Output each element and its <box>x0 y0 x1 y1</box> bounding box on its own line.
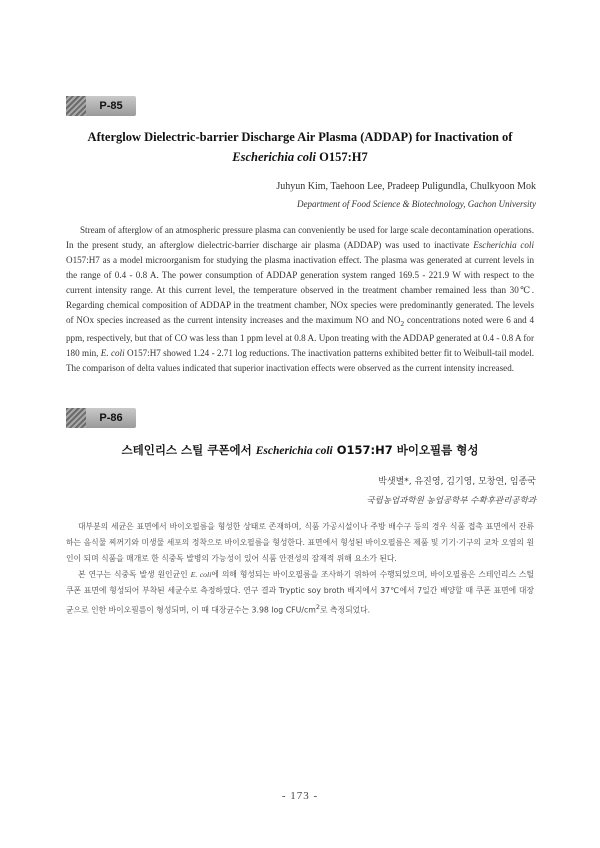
abstract-text: 로 측정되었다. <box>320 605 371 615</box>
page-number: - 173 - <box>281 790 319 802</box>
poster-tag-p86 <box>66 408 136 428</box>
poster-tag-label: P-86 <box>99 412 123 424</box>
paper-title-species: Escherichia coli <box>232 150 316 164</box>
paper-title-strain: O157:H7 <box>315 150 368 164</box>
paper-abstract <box>66 223 534 376</box>
poster-tag-label: P-85 <box>99 100 123 112</box>
tag-stripe-icon <box>66 96 86 116</box>
tag-stripe-icon <box>66 408 86 428</box>
paper-title-line1: Afterglow Dielectric-barrier Discharge Air Plasma (ADDAP) for Inactivation of <box>87 130 513 144</box>
abstract-text: O157:H7 as a model microorganism for studying the plasma inactivation effect. The plasma was generated at current levels in the range of 0.4 - 0.8 A. The power consumption of ADDAP generation system ranged 169.5 - 221.9 W with respect to the current intensity range. At this current level, the temperature observed in the treatment chamber remained less than 30℃. Regarding chemical composition of ADDAP in the treatment chamber, NOx species were predominantly generated. The levels of NOx species increased as the current intensity increases and the maximum NO and NO <box>66 255 534 325</box>
paper-title <box>60 442 540 458</box>
paper-authors: Juhyun Kim, Taehoon Lee, Pradeep Puligundla, Chulkyoon Mok <box>276 181 536 192</box>
abstract-species: E. coli <box>190 570 212 579</box>
paper-title-species: Escherichia coli <box>255 445 333 457</box>
abstract-species: Escherichia coli <box>473 240 534 250</box>
abstract-text: 에 의해 형성되는 바이오필름을 조사하기 위하여 수행되었으며, 바이오필름은 스테인리스 스틸 쿠폰 표면에 형성되어 부착된 세균수로 측정하였다. 연구 결과 Tryptic soy broth 배지에서 37℃에서 7일간 배양할 때 쿠폰 표면에 대장균으로 인한 바이오필름이 형성되며, 이 때 대장균수는 3.98 log CFU/cm <box>66 570 534 615</box>
abstract-text: O157:H7 showed 1.24 - 2.71 log reductions. The inactivation patterns exhibited better fit to Weibull-tail model. The comparison of delta values indicated that superior inactivation effects were observed as the current intensity increased. <box>66 347 534 373</box>
paper-title-post: O157:H7 바이오필름 형성 <box>332 443 479 457</box>
abstract-superscript: 2 <box>315 603 321 611</box>
abstract-paragraph: 대부분의 세균은 표면에서 바이오필름을 형성한 상태로 존재하며, 식품 가공시설이나 주방 배수구 등의 경우 식품 접촉 표면에서 잔류하는 음식물 찌꺼기와 미생물 세포의 정착으로 바이오필름을 형성한다. 표면에서 형성된 바이오필름은 제품 및 기기·기구의 교차 오염의 원인이 되며 식품을 매개로 한 식중독 발병의 가능성이 있어 식품 안전성의 잠재적 위해 요소가 된다. <box>66 522 534 563</box>
paper-authors: 박샛별*, 유진영, 김기영, 모창연, 임종국 <box>378 477 536 487</box>
paper-abstract <box>66 519 534 619</box>
paper-title-pre: 스테인리스 스틸 쿠폰에서 <box>121 443 256 457</box>
abstract-subscript: 2 <box>400 318 405 328</box>
poster-tag-p85 <box>66 96 136 116</box>
paper-affiliation: Department of Food Science & Biotechnology, Gachon University <box>297 199 536 209</box>
paper-title <box>60 127 540 167</box>
abstract-paragraph <box>66 567 534 619</box>
abstract-text: 본 연구는 식중독 발생 원인균인 <box>78 570 191 579</box>
paper-affiliation: 국립농업과학원 농업공학부 수확후관리공학과 <box>366 496 536 506</box>
abstract-text: concentrations noted were 6 and 4 ppm, respectively, but that of CO was less than 1 ppm level at 0.8 A. Upon treating with the ADDAP generated at 0.4 - 0.8 A for 180 min, <box>66 315 534 358</box>
abstract-species: E. coli <box>100 347 125 358</box>
abstract-text: Stream of afterglow of an atmospheric pressure plasma can conveniently be used for large scale decontamination operations. In the present study, an afterglow dielectric-barrier discharge air plasma (ADDAP) was used to inactivate <box>66 225 534 250</box>
